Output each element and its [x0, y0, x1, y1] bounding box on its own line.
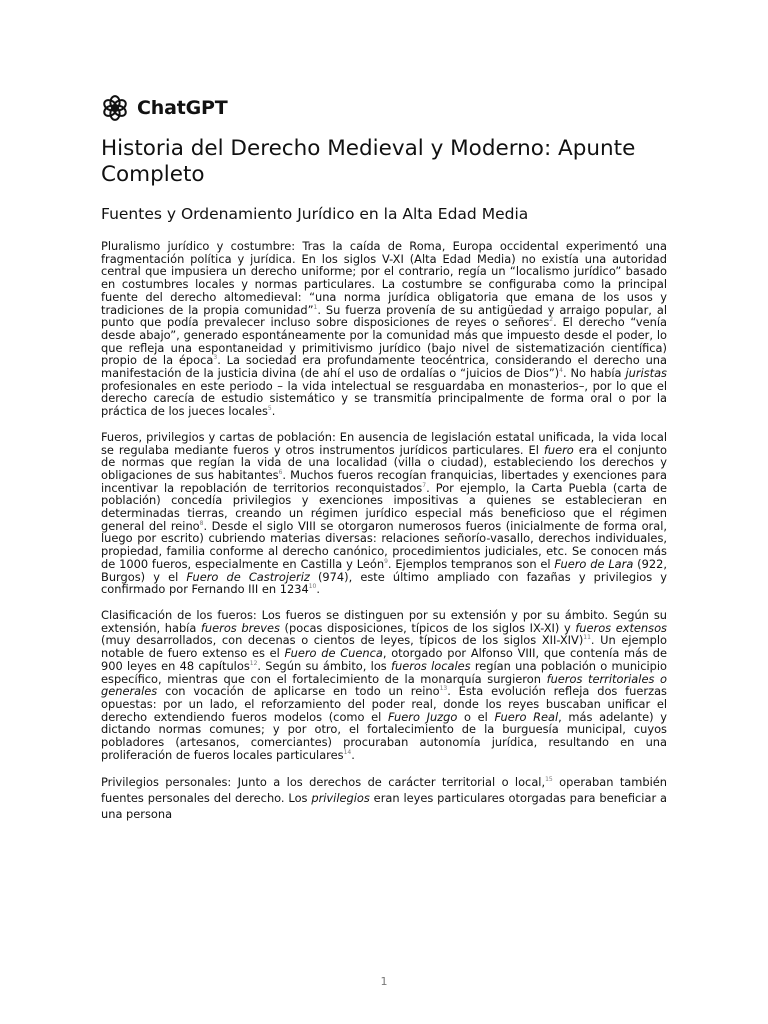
footnote-marker[interactable]: 2 [549, 316, 554, 324]
italic-term: fuero [543, 442, 574, 457]
italic-term: Fuero de Castrojeriz [186, 569, 310, 584]
italic-term: Fuero Juzgo [387, 709, 458, 724]
footnote-marker[interactable]: 11 [583, 634, 591, 642]
footnote-marker[interactable]: 7 [422, 481, 427, 489]
footnote-marker[interactable]: 4 [559, 367, 563, 375]
footnote-marker[interactable]: 8 [199, 519, 204, 527]
italic-term: Fuero Real [494, 709, 559, 724]
section-title: Fuentes y Ordenamiento Jurídico en la Alta Edad Media [101, 205, 529, 223]
italic-term: Fuero de Cuenca [284, 646, 383, 661]
brand-header [101, 92, 667, 124]
italic-term: juristas [625, 366, 667, 381]
footnote-marker[interactable]: 5 [267, 405, 272, 413]
footnote-marker[interactable]: 14 [343, 748, 352, 756]
paragraph-pluralismo: Pluralismo jurídico y costumbre: Tras la caída de Roma, Europa occidental experimentó una fragmentación política y jurídica. En los siglos V-XI (Alta Edad Media) no existía una autoridad central que impusiera un derecho uniforme; por el contrario, regía un “localismo jurídico” basado en costumbres locales y normas particulares. La costumbre se configuraba como la principal fuente del derecho altomedieval: “una norma jurídica obligatoria que emana de los usos y tradiciones de la propia comunidad”$^1$. Su fuerza provenía de su antigüedad y arraigo popular, al punto que podía prevalecer incluso sobre disposiciones de reyes o señores$^2$. El derecho “venía desde abajo”, generado espontáneamente por la comunidad más que impuesto desde el poder, lo que refleja una espontaneidad y primitivismo jurídico (bajo nivel de sistematización científica) propio de la época$^3$. La sociedad era profundamente teocéntrica, considerando el derecho una manifestación de la justicia divina (de ahí el uso de ordalías o “juicios de Dios”)$^4$. No había juristas profesionales en este periodo – la vida intelectual se resguardaba en monasterios–, por lo que el derecho carecía de estudio sistemático y se transmitía principalmente de forma oral o por la práctica de los jueces locales$^5$. [101, 239, 667, 419]
footnote-marker[interactable]: 13 [439, 685, 448, 693]
document-title: Historia del Derecho Medieval y Moderno: Apunte Completo [101, 136, 636, 187]
footnote-marker[interactable]: 12 [249, 660, 258, 667]
italic-term: fueros locales [391, 658, 471, 673]
italic-term: fueros territoriales o generales [101, 671, 667, 699]
openai-logo-icon [101, 94, 129, 122]
footnote-marker[interactable]: 9 [384, 558, 388, 566]
footnote-marker[interactable]: 3 [213, 354, 218, 362]
footnote-marker[interactable]: 10 [308, 583, 317, 591]
italic-term: privilegios [311, 791, 370, 806]
italic-term: fueros breves [200, 620, 280, 635]
document-page [101, 92, 667, 835]
footnote-marker[interactable]: 6 [278, 469, 283, 477]
page-number: 1 [380, 975, 388, 988]
paragraph-privilegios: Privilegios personales: Junto a los derechos de carácter territorial o local,$^{15}$ operaban también fuentes personales del derecho. Los privilegios eran leyes particulares otorgadas para beneficiar a una persona [101, 775, 667, 822]
paragraph-clasificacion: Clasificación de los fueros: Los fueros se distinguen por su extensión y por su ámbito. Según su extensión, había fueros breves (pocas disposiciones, típicos de los siglos IX-XI) y fueros extensos (muy desarrollados, con decenas o cientos de leyes, típicos de los siglos XII-XIV)$^{11}$. Un ejemplo notable de fuero extenso es el Fuero de Cuenca, otorgado por Alfonso VIII, que contenía más de 900 leyes en 48 capítulos$^{12}$. Según su ámbito, los fueros locales regían una población o municipio específico, mientras que con el fortalecimiento de la monarquía surgieron fueros territoriales o generales con vocación de aplicarse en todo un reino$^{13}$. Esta evolución refleja dos fuerzas opuestas: por un lado, el reforzamiento del poder real, donde los reyes buscaban unificar el derecho extendiendo fueros modelos (como el Fuero Juzgo o el Fuero Real, más adelante) y dictando normas comunes; y por otro, el fortalecimiento de la burguesía municipal, cuyos pobladores (artesanos, comerciantes) procuraban autonomía jurídica, resultando en una proliferación de fueros locales particulares$^{14}$. [101, 607, 668, 762]
italic-term: Fuero de Lara [554, 556, 634, 571]
brand-name: ChatGPT [137, 97, 228, 119]
footnote-marker[interactable]: 1 [313, 303, 318, 311]
italic-term: fueros extensos [575, 620, 667, 635]
footnote-marker[interactable]: 15 [545, 776, 553, 784]
paragraph-fueros: Fueros, privilegios y cartas de población: En ausencia de legislación estatal unificada, la vida local se regulaba mediante fueros y otros instrumentos jurídicos particulares. El fuero era el conjunto de normas que regían la vida de una localidad (villa o ciudad), estableciendo los derechos y obligaciones de sus habitantes$^6$. Muchos fueros recogían franquicias, libertades y exenciones para incentivar la repoblación de territorios reconquistados$^7$. Por ejemplo, la Carta Puebla (carta de población) concedía privilegios y exenciones impositivas a quienes se establecieran en determinadas tierras, creando un régimen jurídico especial más beneficioso que el régimen general del reino$^8$. Desde el siglo VIII se otorgaron numerosos fueros (inicialmente de forma oral, luego por escrito) cubriendo materias diversas: relaciones señorío-vasallo, derechos individuales, propiedad, familia conforme al derecho canónico, procedimientos judiciales, etc. Se conocen más de 1000 fueros, especialmente en Castilla y León$^9$. Ejemplos tempranos son el Fuero de Lara (922, Burgos) y el Fuero de Castrojeriz (974), este último ampliado con fazañas y privilegios y confirmado por Fernando III en 1234$^{10}$. [101, 429, 668, 597]
